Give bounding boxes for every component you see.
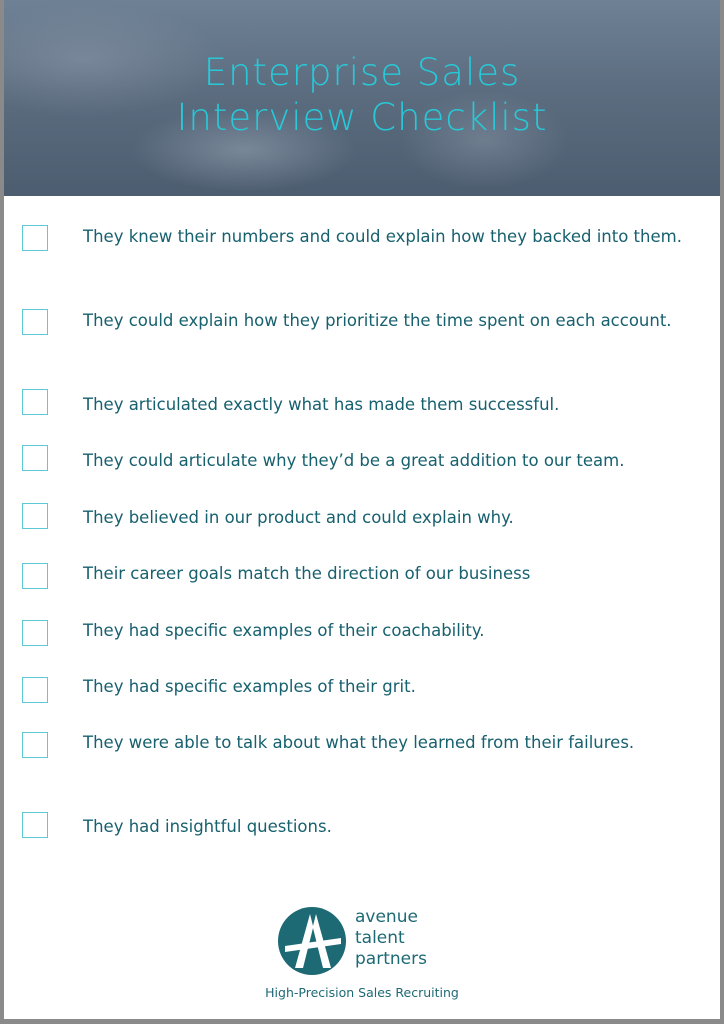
checklist-item-text: They could explain how they prioritize the time spent on each account. [83,311,672,330]
title-line-1: Enterprise Sales [203,51,521,94]
checklist-item-text: They knew their numbers and could explain how they backed into them. [83,227,682,246]
checkbox[interactable] [22,225,48,251]
checkbox[interactable] [22,389,48,415]
checkbox[interactable] [22,445,48,471]
logo-line-1: avenue [355,907,418,927]
header-banner [4,0,720,196]
checklist-item-text: They believed in our product and could explain why. [83,508,514,527]
logo-a-icon [277,906,347,976]
checkbox[interactable] [22,732,48,758]
checklist-item-text: They had insightful questions. [83,817,332,836]
logo-line-3: partners [355,949,427,969]
page-title [4,50,720,140]
checklist-item-text: Their career goals match the direction of our business [83,564,531,583]
checklist-page [4,0,720,1019]
checkbox[interactable] [22,503,48,529]
checklist-item-text: They were able to talk about what they learned from their failures. [83,733,635,752]
tagline: High-Precision Sales Recruiting [265,985,459,1000]
checklist-item-text: They could articulate why they’d be a great addition to our team. [83,451,625,470]
title-line-2: Interview Checklist [176,96,548,139]
checkbox[interactable] [22,563,48,589]
logo-line-2: talent [355,928,405,948]
checkbox[interactable] [22,677,48,703]
checklist-item-text: They had specific examples of their coachability. [83,621,485,640]
checklist-item-text: They had specific examples of their grit. [83,677,416,696]
checklist-item-text: They articulated exactly what has made them successful. [83,395,560,414]
checkbox[interactable] [22,309,48,335]
checkbox[interactable] [22,812,48,838]
avenue-logo [277,906,457,976]
logo-wordmark [355,907,427,970]
checkbox[interactable] [22,620,48,646]
